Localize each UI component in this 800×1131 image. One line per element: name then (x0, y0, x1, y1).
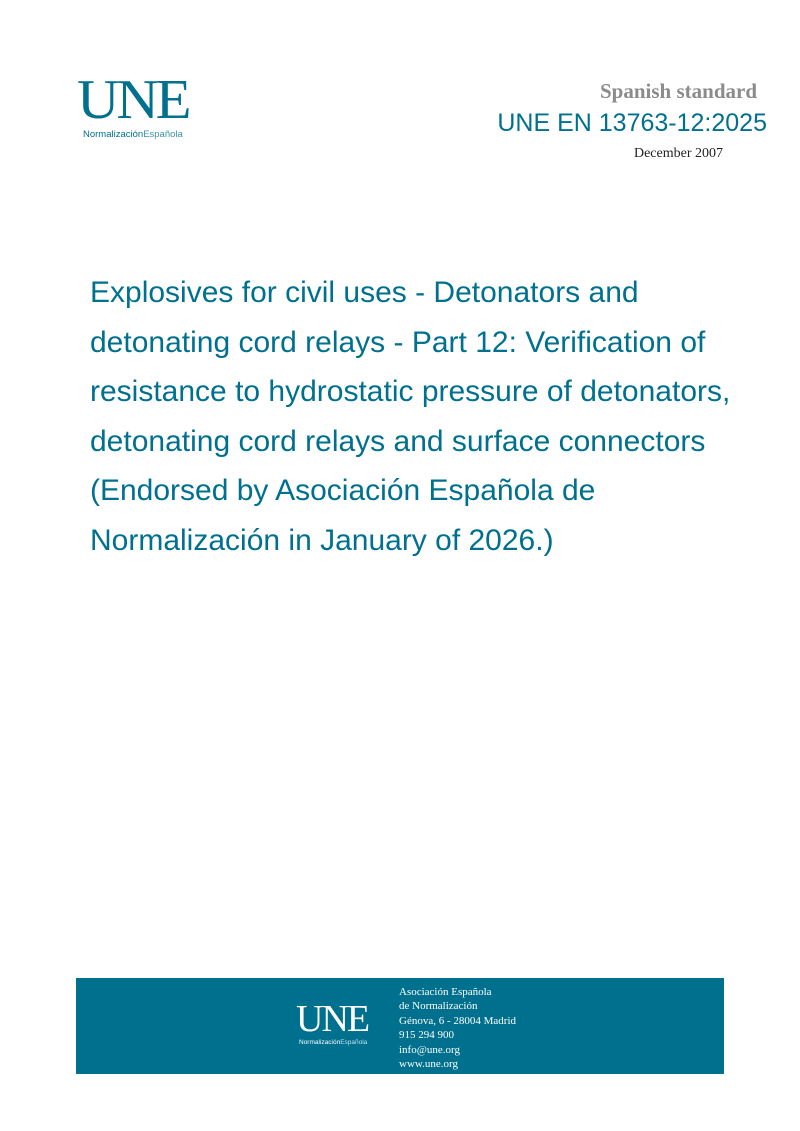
footer-bar (76, 978, 724, 1074)
document-header (497, 78, 767, 164)
footer-logo-subtitle-light: Española (340, 1039, 368, 1046)
footer-logo-subtitle-normal: Normalización (299, 1039, 341, 1046)
document-code: UNE EN 13763-12:2025 (497, 109, 767, 137)
contact-address: Génova, 6 - 28004 Madrid (399, 1014, 517, 1027)
contact-email[interactable]: info@une.org (399, 1043, 460, 1056)
footer-logo (296, 998, 386, 1046)
logo-subtitle-light: Española (143, 129, 183, 140)
footer-logo-subtitle (299, 1039, 386, 1046)
footer-logo-mark: UNE (296, 998, 369, 1040)
document-kind: Spanish standard (600, 79, 757, 103)
document-title: Explosives for civil uses - Detonators and detonating cord relays - Part 12: Verification of resistance to hydrostatic pressure of detonators, detonating cord relays and surface connectors (Endorsed by Asociación Española de Normalización in January of 2026.) (90, 276, 731, 557)
logo-subtitle-normal: Normalización (83, 129, 144, 140)
une-logo (77, 69, 197, 144)
logo-mark: UNE (77, 69, 189, 131)
document-date: December 2007 (633, 146, 723, 161)
contact-org-line-1: Asociación Española (399, 986, 492, 998)
contact-phone: 915 294 900 (399, 1029, 454, 1042)
contact-website[interactable]: www.une.org (399, 1058, 458, 1071)
contact-org-line-2: de Normalización (399, 1000, 478, 1013)
footer-contact (399, 985, 516, 1071)
